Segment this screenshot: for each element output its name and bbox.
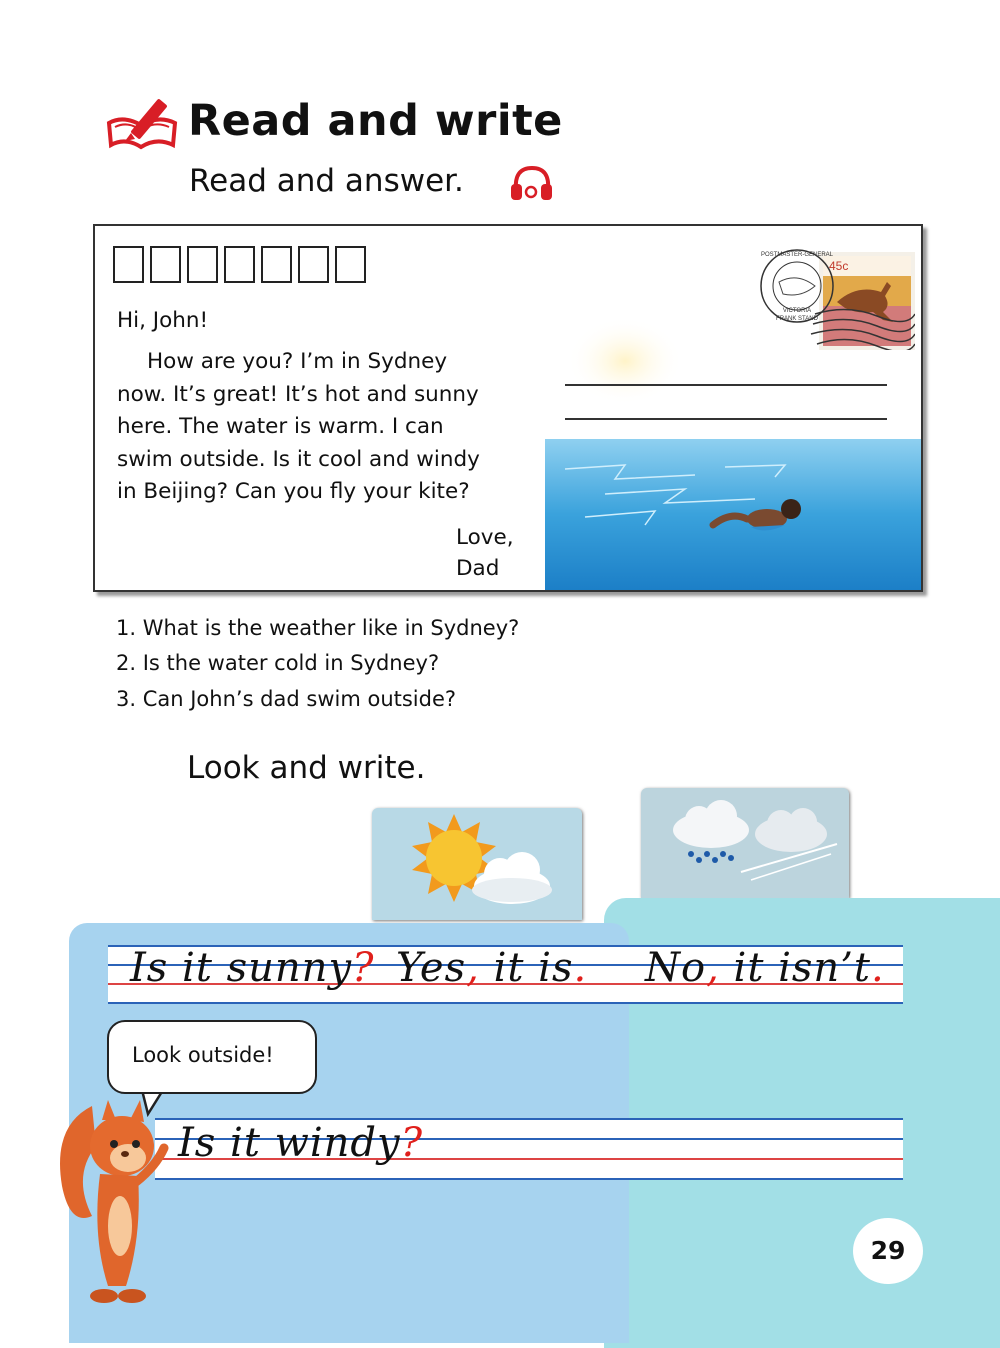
zip-code-boxes: [113, 246, 366, 283]
page-number: 29: [870, 1236, 906, 1265]
zip-box: [298, 246, 329, 283]
zip-box: [261, 246, 292, 283]
look-write-instruction: Look and write.: [187, 750, 426, 786]
zip-box: [335, 246, 366, 283]
address-line: [565, 384, 887, 386]
zip-box: [224, 246, 255, 283]
read-answer-instruction: Read and answer.: [189, 163, 464, 199]
question-2: 2. Is the water cold in Sydney?: [116, 651, 440, 675]
letter-line: in Beijing? Can you fly your kite?: [117, 479, 470, 504]
postmark-text: POSTMASTER-GENERAL: [760, 252, 834, 258]
address-line: [565, 418, 887, 420]
page-title: Read and write: [188, 96, 563, 146]
rain-cloud-icon: [641, 788, 849, 898]
sunny-weather-card: [372, 808, 582, 920]
question-1: 1. What is the weather like in Sydney?: [116, 616, 520, 640]
zip-box: [113, 246, 144, 283]
letter-line: swim outside. Is it cool and windy: [117, 446, 480, 472]
sample-question-windy: Is it windy?: [178, 1120, 424, 1166]
pen-and-book-icon: [103, 93, 183, 153]
sample-answer-no: No, it isn’t.: [645, 945, 885, 991]
kangaroo-stamp: [757, 242, 915, 350]
speech-bubble-text: Look outside!: [132, 1043, 274, 1067]
letter-line: How are you? I’m in Sydney: [147, 349, 448, 374]
zip-box: [150, 246, 181, 283]
signoff-text: Love,: [456, 525, 514, 550]
letter-line: here. The water is warm. I can: [117, 414, 444, 439]
letter-body: [117, 346, 537, 509]
signature-text: Dad: [456, 556, 500, 581]
rainy-windy-weather-card: [641, 788, 849, 898]
question-3: 3. Can John’s dad swim outside?: [116, 687, 457, 711]
headphones-icon[interactable]: [508, 162, 554, 204]
sun-cloud-icon: [372, 808, 582, 920]
sample-answer-yes: Yes, it is.: [396, 945, 588, 991]
zip-box: [187, 246, 218, 283]
sun-glow-image: [565, 316, 685, 406]
letter-greeting: Hi, John!: [117, 308, 209, 333]
sea-swimmer-image: [545, 439, 921, 590]
letter-line: now. It’s great! It’s hot and sunny: [117, 381, 479, 407]
sample-question-sunny: Is it sunny?: [130, 945, 375, 991]
postmark-text-3: FRANK STAND: [776, 316, 818, 322]
postmark-text-2: VICTORIA: [782, 308, 812, 314]
stamp-value: 45c: [829, 259, 849, 273]
postcard: [93, 224, 923, 592]
letter-signoff: [456, 522, 514, 584]
squirrel-mascot-icon: [52, 1086, 172, 1314]
